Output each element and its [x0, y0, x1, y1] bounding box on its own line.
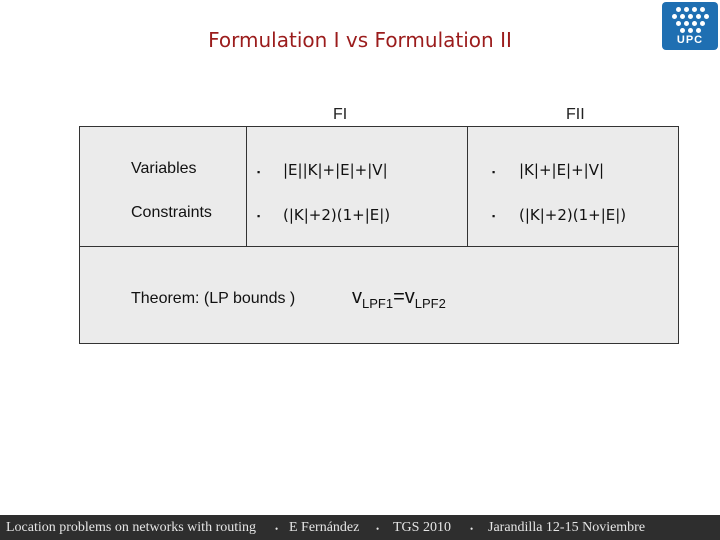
upc-logo-icon: [662, 2, 718, 50]
column-header-fi: FI: [333, 106, 348, 123]
footer-separator: •: [275, 524, 279, 534]
footer-course: Location problems on networks with routing: [6, 520, 257, 535]
theorem-equation: [352, 286, 446, 311]
bullet-icon: ▪: [257, 167, 261, 177]
equation-rhs: v: [404, 286, 415, 308]
row-label-variables: Variables: [131, 160, 197, 177]
footer-event: TGS 2010: [393, 520, 451, 535]
slide-title: Formulation I vs Formulation II: [208, 28, 512, 52]
footer-separator: •: [376, 524, 380, 534]
bullet-icon: ▪: [492, 211, 496, 221]
row-label-constraints: Constraints: [131, 204, 212, 221]
comparison-table: [79, 126, 679, 344]
theorem-label: Theorem: (LP bounds ): [131, 290, 296, 307]
footer-author: E Fernández: [289, 520, 360, 535]
column-divider: [467, 126, 468, 246]
equation-lhs-subscript: LPF1: [362, 296, 394, 311]
equation-operator: =: [393, 286, 405, 308]
fi-variables-value: |E||K|+|E|+|V|: [283, 161, 388, 179]
logo-text: UPC: [676, 34, 704, 46]
equation-lhs: v: [352, 286, 362, 308]
fi-constraints-value: (|K|+2)(1+|E|): [283, 206, 391, 224]
column-divider: [246, 126, 247, 246]
bullet-icon: ▪: [492, 167, 496, 177]
column-header-fii: FII: [566, 106, 585, 123]
row-divider: [79, 246, 679, 247]
fii-variables-value: |K|+|E|+|V|: [519, 161, 605, 179]
equation-rhs-subscript: LPF2: [414, 296, 446, 311]
bullet-icon: ▪: [257, 211, 261, 221]
footer-place: Jarandilla 12-15 Noviembre: [488, 520, 646, 535]
fii-constraints-value: (|K|+2)(1+|E|): [519, 206, 627, 224]
footer-separator: •: [470, 524, 474, 534]
footer-bar: [0, 515, 720, 540]
